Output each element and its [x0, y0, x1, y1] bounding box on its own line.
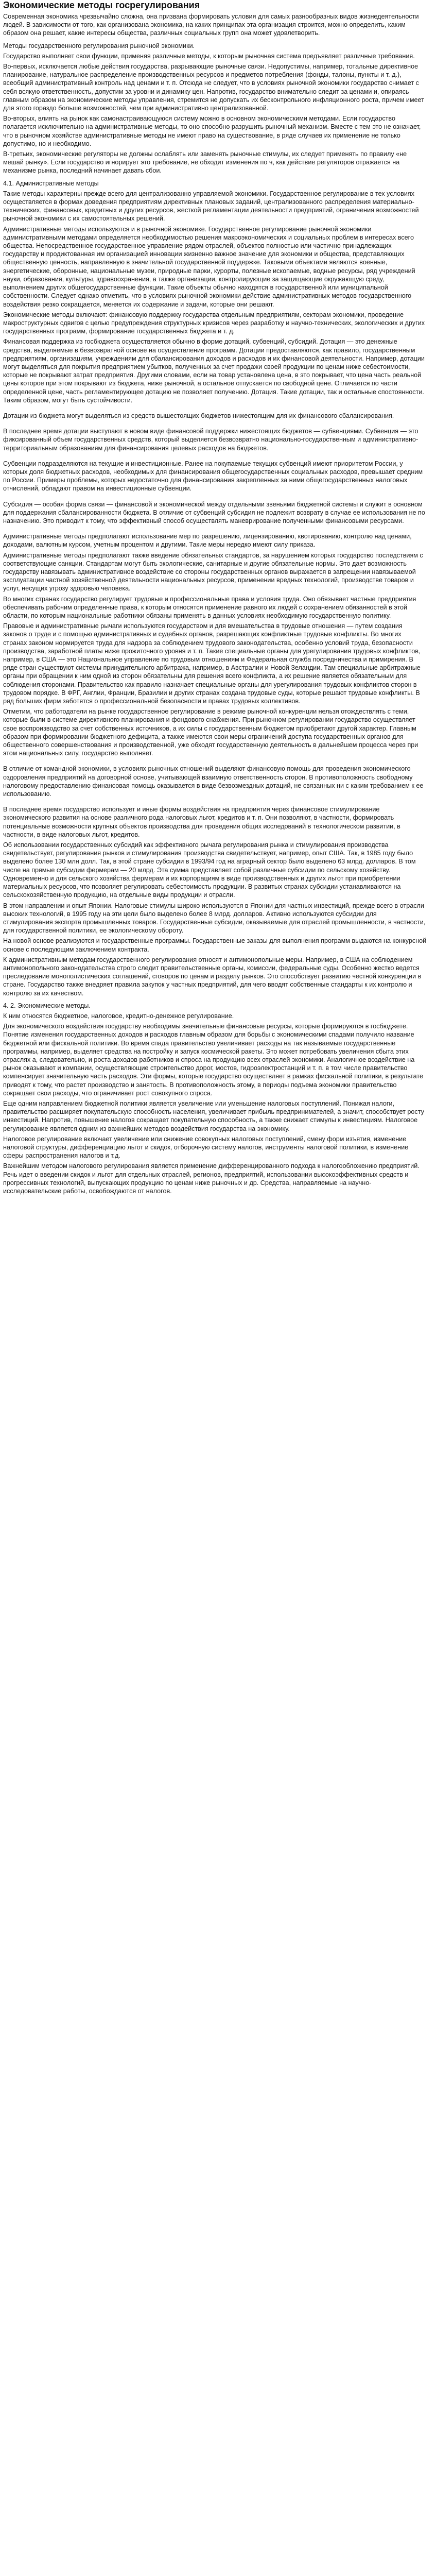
document-paragraph: Еще одним направлением бюджетной политики является увеличение или уменьшение налоговых поступлений. Понижая налоги, правительство расширяет покупательскую способность населения, увеличивает прибыль предпринимателей, а значит, способствует росту инвестиций. Напротив, повышение налогов сокращает покупательную способность, а также снижает стимулы к инвестициям. Налоговое регулирование является одним из важнейших методов воздействия государства на экономику. [3, 1099, 424, 1132]
document-paragraph: Государство выполняет свои функции, применяя различные методы, к которым рыночная система предъявляет различные требования. [3, 52, 415, 60]
document-paragraph: Административные методы предполагают использование мер по разрешению, лицензированию, квотированию, контролю над ценами, доходами, валютным курсом, учетным процентом и другими. Такие меры нередко имеют силу приказа. [3, 533, 412, 549]
document-paragraph: 4. 2. Экономические методы. [3, 1002, 91, 1009]
document-paragraph: К административным методам государственного регулирования относят и антимонопольные меры. Например, в США на соблюдением антимонопольного законодательства строго следит правительственные органы, комиссии, федеральные суды. Особенно жестко ведется преследование монополистических соглашений, сговоров по ценам и разделу рынков. Это способствует развитию честной конкуренции в стране. Государство также внедряет правила закупок у частных предприятий, для чего вводят собственные стандарты к их контролю и контролю за их качеством. [3, 956, 422, 997]
document-paragraph: Современная экономика чрезвычайно сложна, она призвана формировать условия для самых разнообразных видов жизнедеятельности людей. В зависимости от того, как организована экономика, на каких принципах эта организация строится, можно определить, каким образом она решает, какие интересы общества, различных социальных групп она может удовлетворить. [3, 13, 419, 37]
document-paragraph: В-третьих, экономические регуляторы не должны ослаблять или заменять рыночные стимулы, их следует применять по правилу «не мешай рынку». Если государство игнорирует это требование, не обходит изменения по ч, как действие регуляторов отражается на механизме рынка, последний начинает давать сбои. [3, 150, 407, 175]
document-paragraph: Во-вторых, влиять на рынок как самонастраивающуюся систему можно в основном экономическими методами. Если государство полагается исключительно на административные методы, то оно способно разрушить рыночный механизм. Вместе с тем это не означает, что в рыночном хозяйстве административные методы не имеют право на существование, в ряде случаев их применение не только допустимо, но и необходимо. [3, 115, 421, 147]
document-paragraph: Налоговое регулирование включает увеличение или снижение совокупных налоговых поступлений, смену форм изъятия, изменение налоговой структуры, дифференциацию льгот и скидок, отборочную систему налогов, инструменты налоговой политики, в изменение сферы распространения налогов и т.д. [3, 1135, 409, 1160]
document-paragraph: В последнее время государство использует и иные формы воздействия на предприятия через финансовое стимулирование экономического развития на основе различного рода налоговых льгот, кредитов и т. п. Они позволяют, в частности, формировать потенциальные возможности крупных объектов производства для проведения общих исследований в технологическом развитии, в частности, в виде налоговых льгот, кредитов. [3, 806, 400, 838]
document-paragraph: Для экономического воздействия государству необходимы значительные финансовые ресурсы, которые формируются в госбюджете. Понятие изменения государственных доходов и расходов главным образом для борьбы с экономическими спадами получило название бюджетной или фискальной политики. Во время спада правительство увеличивает расходы на так называемые государственные программы, например, выделяет средства на постройку и запуск космической ракеты. Это может потребовать увеличения сбыта этих отраслях а, следовательно, и роста доходов работников и спроса на продукцию всех отраслей экономики. Аналогичное воздействие на рынок оказывают и компании, осуществляющие строительство дорог, мостов, гидроэлектростанций и т. п. в том числе правительство компенсирует значительную часть расходов. Эти формы, которые государство осуществляет в рамках фискальной политики, в результате приводят к тому, что растет производство и занятость. В противоположность этому, в периоды подъема экономики правительство сокращает свои расходы, что ограничивает рост совокупного спроса. [3, 1023, 423, 1097]
document-paragraph: В последнее время дотации выступают в новом виде финансовой поддержки нижестоящих бюджетов — субвенциями. Субвенция — это фиксированный объем государственных средств, который выделяется безвозвратно национально-государственным и административно-территориальным образованиям для финансирования целевых расходов на бюджетов. [3, 428, 418, 452]
document-paragraph: На новой основе реализуются и государственные программы. Государственные заказы для выполнения программ выдаются на конкурсной основе с последующим заключением контракта. [3, 937, 427, 953]
document-paragraph: Субсидия — особая форма связи — финансовой и экономической между отдельными звеньями бюджетной системы и служит в основном для поддержания сбалансированности бюджета. В отличие от субвенций субсидия не подлежит возврату в случае ее использования не по назначению. Это приводит к тому, что эффективный способ осуществлять маневрирование полученными финансовыми ресурсами. [3, 500, 425, 524]
document-paragraph: Во многих странах государство регулирует трудовые и профессиональные права и условия труда. Оно обязывает частные предприятия обеспечивать рабочим определенные права, к которым относятся применение равного их людей с сохранением обязанностей в этой области, по которым национальные работники обязаны применять в данных условиях необходимую государственную политику. [3, 595, 416, 619]
document-paragraph: Важнейшим методом налогового регулирования является применение дифференцированного подхода к налогообложению предприятий. Речь идет о введении скидок и льгот для отдельных отраслей, регионов, предприятий, использовании высокоэффективных средств и прогрессивных технологий, выпускающих продукцию по ценам ниже рыночных и др. Средства, направляемые на научно-исследовательские работы, освобождаются от налогов. [3, 1162, 420, 1195]
document-paragraph: Субвенции подразделяются на текущие и инвестиционные. Ранее на покупаемые текущих субвенций имеют приоритетом России, у которых доля бюджетных расходов, необходимых для финансирования общегосударственных социальных расходов, превышает средним по России. Примеры проблемы, которых недостаточно для финансирования закрепленных за ними общегосударственных налоговых отчислений, обладают правом на инвестиционные субвенции. [3, 460, 423, 493]
document-paragraph: Дотации из бюджета могут выделяться из средств вышестоящих бюджетов нижестоящим для их финансового сбалансирования. [3, 412, 394, 419]
document-paragraph: Такие методы характерны прежде всего для централизованно управляемой экономики. Государственное регулирование в тех условиях осуществляется в формах доведения предприятиям директивных плановых заданий, централизованного распределения материально-технических, финансовых, кредитных и других ресурсов, жесткой регламентации деятельности предприятий, ограничения возможностей рыночной экономики с их самостоятельных решений. [3, 190, 419, 223]
document-paragraph: Правовые и административные рычаги используются государством и для вмешательства в трудовые отношения — путем создания законов о труде и с помощью административных и судебных органов, разрешающих конфликтные трудовые конфликты. Во многих странах законом нормируется труда для надзора за соблюдением трудового законодательства, особенно условий труда, безопасности производства, заработной платы ниже прожиточного уровня и т. п. Такие специальные органы для урегулирования трудовых конфликтов, например, в США — это Национальное управление по трудовым отношениям и Федеральная служба посредничества и примирения. В ряде стран существуют системы принудительного арбитража, например, в Австралии и Новой Зеландии. Там специальные арбитражные органы при обращении к ним одной из сторон обязательны для решения всего конфликта, а их решение является обязательным для соблюдения сторонами. Правительство как правило назначает специальные органы для урегулирования трудовых конфликтов сторон в трудовом порядке. В ФРГ, Англии, Франции, Бразилии и других странах создана трудовые суды, которые решают трудовые конфликты. В ряд больших фирм заботятся о профессиональной безопасности и правах трудовых коллективов. [3, 622, 421, 705]
document-paragraph: Экономические методы включают: финансовую поддержку государства отдельным предприятиям, секторам экономики, проведение макроструктурных сдвигов с целью предупреждения структурных кризисов через разработку и научно-технических, экологических и других государственных программ, формирование государственных бюджета и т. д. [3, 311, 425, 335]
document-body [3, 12, 427, 1195]
document-paragraph: Финансовая поддержка из госбюджета осуществляется обычно в форме дотаций, субвенций, субсидий. Дотация — это денежные средства, выделяемые в безвозвратной основе на осуществление программ. Дотации предоставляются, как правило, государственным предприятиям, организациям, учреждениям для сбалансирования доходов и расходов и их финансовой деятельности. Например, дотации могут выделяться для покрытия предприятием убытков, полученных за счет продажи своей продукции по ценам ниже себестоимости, которые не покрывают затрат предприятия. Другими словами, если на товар установлена цена, в это покрывает, что цена часть реальной цены которое при этом покрывают из бюджета, ниже рыночной, а остальное отпускается по свободной цене. Отличается по части определенной цене, часть регламентирующее дотацию не позволяет получению. Дотация. Такие дотации, так и остальные спостоянности. Таким образом, могут быть сустойчивости. [3, 338, 425, 404]
document-paragraph: Методы государственного регулирования рыночной экономики. [3, 42, 195, 49]
document-paragraph: Об использовании государственных субсидий как эффективного рычага регулирования рынка и стимулирования производства свидетельствует, регулирования рынков и стимулирования производства свидетельствует, например, опыт США. Так, в 1985 году было выделено более 130 млн долл. Так, в этой стране субсидии в 1993/94 год на аграрный сектор было выделено 63 млрд. долларов. В том числе на прямые субсидии фермерам — 20 млрд. Эта сумма представляет собой различные субсидии по сельскому хозяйству. Одновременно и для сельского хозяйства фермерам и их корпорациям в виде производственных и других льгот при приобретении материальных ресурсов, что позволяет регулировать себестоимость продукции. В развитых странах субсидии устанавливаются на сельскохозяйственную продукцию, на отдельные виды продукции и отрасли. [3, 841, 416, 899]
document-paragraph: Во-первых, исключается любые действия государства, разрывающие рыночные связи. Недопустимы, например, тотальные директивное планирование, натуральное распределение производственных ресурсов и предметов потребления (фонды, талоны, пункты и т. д.), всеобщий административный контроль над ценами и т. п. Отсюда не следует, что в условиях рыночной экономики государство снимает с себя всякую ответственность, допустим за уровни и динамику цен. Напротив, государство внимательно следит за ценами и, опираясь главным образом на экономические методы управления, стремится не допускать их бесконтрольного инфляционного роста, причем имеет для этого гораздо больше возможностей, чем при административно централизованной. [3, 63, 424, 112]
document-paragraph: 4.1. Административные методы [3, 179, 99, 187]
document-paragraph: Административные методы предполагают также введение обязательных стандартов, за нарушением которых государство последствиям с соответствующие санкции. Стандартам могут быть экологические, санитарные и другие обязательные нормы. Это дает возможность государству навязывать административное воздействие со стороны государственных органов выражается в запрещении навязываемой эксплуатации частной хозяйственной деятельности национальных ресурсов, применении вредных технологий, производстве товаров и услуг, несущих угрозу здоровью человека. [3, 551, 423, 592]
document-paragraph: К ним относятся бюджетное, налоговое, кредитно-денежное регулирование. [3, 1012, 234, 1020]
document-paragraph: В отличие от командной экономики, в условиях рыночных отношений выделяют финансовую помощь для проведения экономического оздоровления предприятий на договорной основе, учитывающей взаимную ответственность сторон. В противоположность свободному налоговому предоставлению финансовая помощь оказывается в виде безвозмездных дотаций, не связанных ни с каким требованием к ее использованию. [3, 765, 424, 798]
document-paragraph: Отметим, что работодатели на рынке государственное регулирование в режиме рыночной конкуренции нельзя отождествлять с теми, которые были в системе директивного планирования и фондового снабжения. При рыночном регулировании государство осуществляет свое воспроизводство за счет собственных источников, а их силы с государственным бюджетом приобретают другой характер. Главным образом при формировании бюджетного дефицита, а также имеются свои меры ограничений доступа государственных органов для общественного совершенствования и производственной, уже обходят государственную деятельность в дальнейшем процесса через при этом национальных силу, государство выполняет. [3, 708, 418, 757]
document-page [0, 0, 430, 1195]
document-title: Экономические методы госрегулирования [3, 0, 200, 10]
document-paragraph: Административные методы используются и в рыночной экономике. Государственное регулирование рыночной экономики административными методами определяется необходимостью решения макроэкономических и социальных проблем в интересах всего общества. Непосредственное государственное управление рядом отраслей, объектов полностью или частично принадлежащих государству и продиктованная им организацией инновации жизненно важное значение для экономики и общества, представляющих общественную ценность, направленную в значительной государственной поддержке. Таковыми объектами являются военные, энергетические, оборонные, национальные музеи, природные парки, курорты, полезные ископаемые, водные ресурсы, ряд учреждений науки, образования, культуры, здравоохранения, а также организации, контролирующие за защищающие окружающую среду, выполнением других общегосударственные функции. Такие объекты обычно находятся в государственной или муниципальной собственности. Следует однако отметить, что в условиях рыночной экономики действие административных методов государственного воздействия резко сокращается, меняется их содержание и задачи, которые они решают. [3, 225, 415, 308]
document-paragraph: В этом направлении и опыт Японии. Налоговые стимулы широко используются в Японии для частных инвестиций, прежде всего в отрасли высоких технологий, в 1995 году на эти цели было выделено более 8 млрд. долларов. Активно используются субсидии для стимулирования экспорта промышленных товаров. Государственные субсидии, оказываемые для отраслей промышленности, в частности, для государственной политики, ее экологическому обороту. [3, 902, 426, 935]
